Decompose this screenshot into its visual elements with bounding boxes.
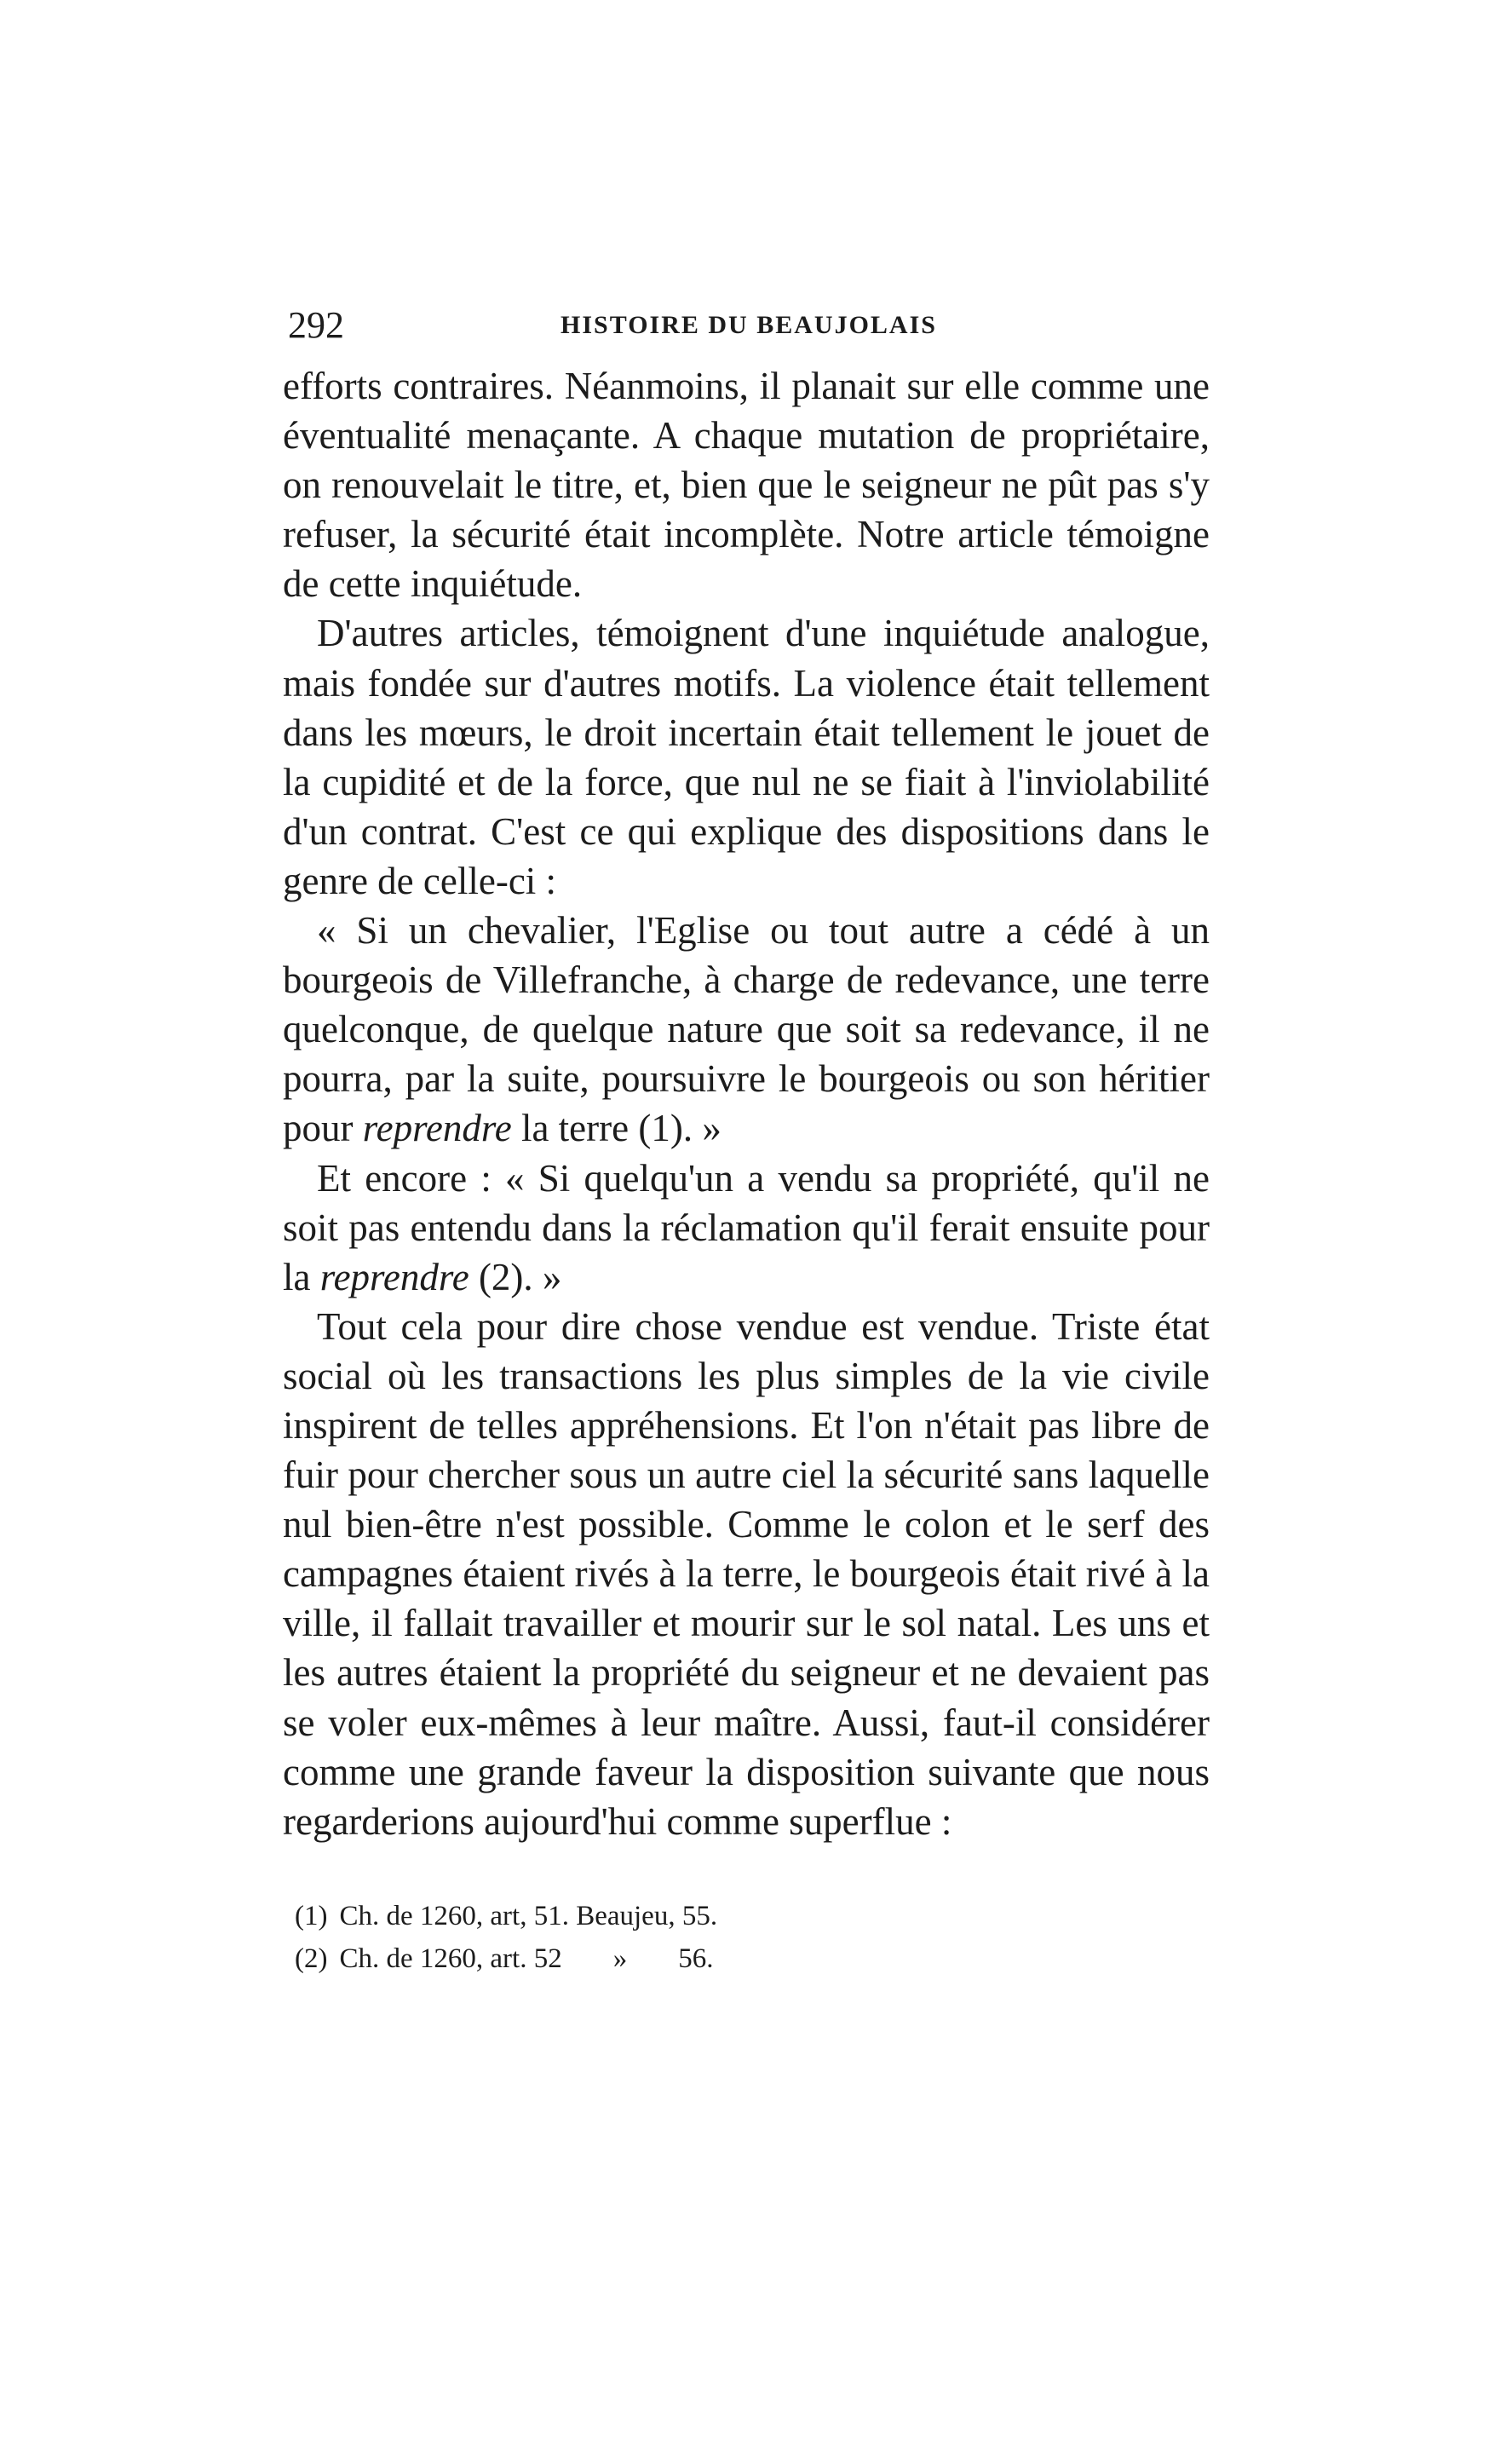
running-head: HISTOIRE DU BEAUJOLAIS — [561, 311, 937, 339]
footnote-2-label: (2) — [295, 1943, 328, 1974]
quote-1-text: « Si un chevalier, l'Eglise ou tout autre a cédé à un bourgeois de Villefranche, à charge de redevance, une terre quelconque, de quelque nature que soit sa redevance, il ne pourra, par la suite, poursuivre le bourgeois ou son héritier pour — [283, 909, 1210, 1150]
footnotes — [295, 1895, 1147, 1980]
footnote-2 — [295, 1937, 1147, 1980]
paragraph-4-quote — [283, 1154, 1210, 1302]
quote-2-end: (2). » — [469, 1255, 562, 1298]
quote-2-emphasis: reprendre — [319, 1255, 469, 1298]
footnote-1 — [295, 1895, 1147, 1937]
footnote-1-text: Ch. de 1260, art, 51. Beaujeu, 55. — [339, 1901, 718, 1931]
footnote-1-label: (1) — [295, 1901, 328, 1931]
quote-1-end: la terre (1). » — [511, 1107, 722, 1150]
quote-1-emphasis: reprendre — [362, 1107, 512, 1150]
paragraph-1: efforts contraires. Néanmoins, il planait sur elle comme une éventualité menaçante. A chaque mutation de propriétaire, on renouvelait le titre, et, bien que le seigneur ne pût pas s'y refuser, la sécurité était incomplète. Notre article témoigne de cette inquiétude. — [283, 365, 1210, 606]
paragraph-2: D'autres articles, témoignent d'une inquiétude analogue, mais fondée sur d'autres motifs. La violence était tellement dans les mœurs, le droit incertain était tellement le jouet de la cupidité et de la force, que nul ne se fiait à l'inviolabilité d'un contrat. C'est ce qui explique des dispositions dans le genre de celle-ci : — [283, 612, 1210, 902]
paragraph-5: Tout cela pour dire chose vendue est vendue. Triste état social où les transactions les plus simples de la vie civile inspirent de telles appréhensions. Et l'on n'était pas libre de fuir pour chercher sous un autre ciel la sécurité sans laquelle nul bien-être n'est possible. Comme le colon et le serf des campagnes étaient rivés à la terre, le bourgeois était rivé à la ville, il fallait travailler et mourir sur le sol natal. Les uns et les autres étaient la propriété du seigneur et ne devaient pas se voler eux-mêmes à leur maître. Aussi, faut-il considérer comme une grande faveur la disposition suivante que nous regarderions aujourd'hui comme superflue : — [283, 1304, 1210, 1843]
quote-2-text: Et encore : « Si quelqu'un a vendu sa propriété, qu'il ne soit pas entendu dans la réclamation qu'il ferait ensuite pour la — [283, 1156, 1210, 1298]
footnote-2-page: 56. — [678, 1943, 714, 1974]
footnote-2-ditto: » — [612, 1943, 628, 1974]
body-text — [283, 361, 1210, 1846]
paragraph-3-quote — [283, 906, 1210, 1153]
page-number: 292 — [288, 304, 344, 346]
page-header — [288, 300, 1210, 351]
footnote-2-ref: Ch. de 1260, art. 52 — [339, 1943, 562, 1974]
